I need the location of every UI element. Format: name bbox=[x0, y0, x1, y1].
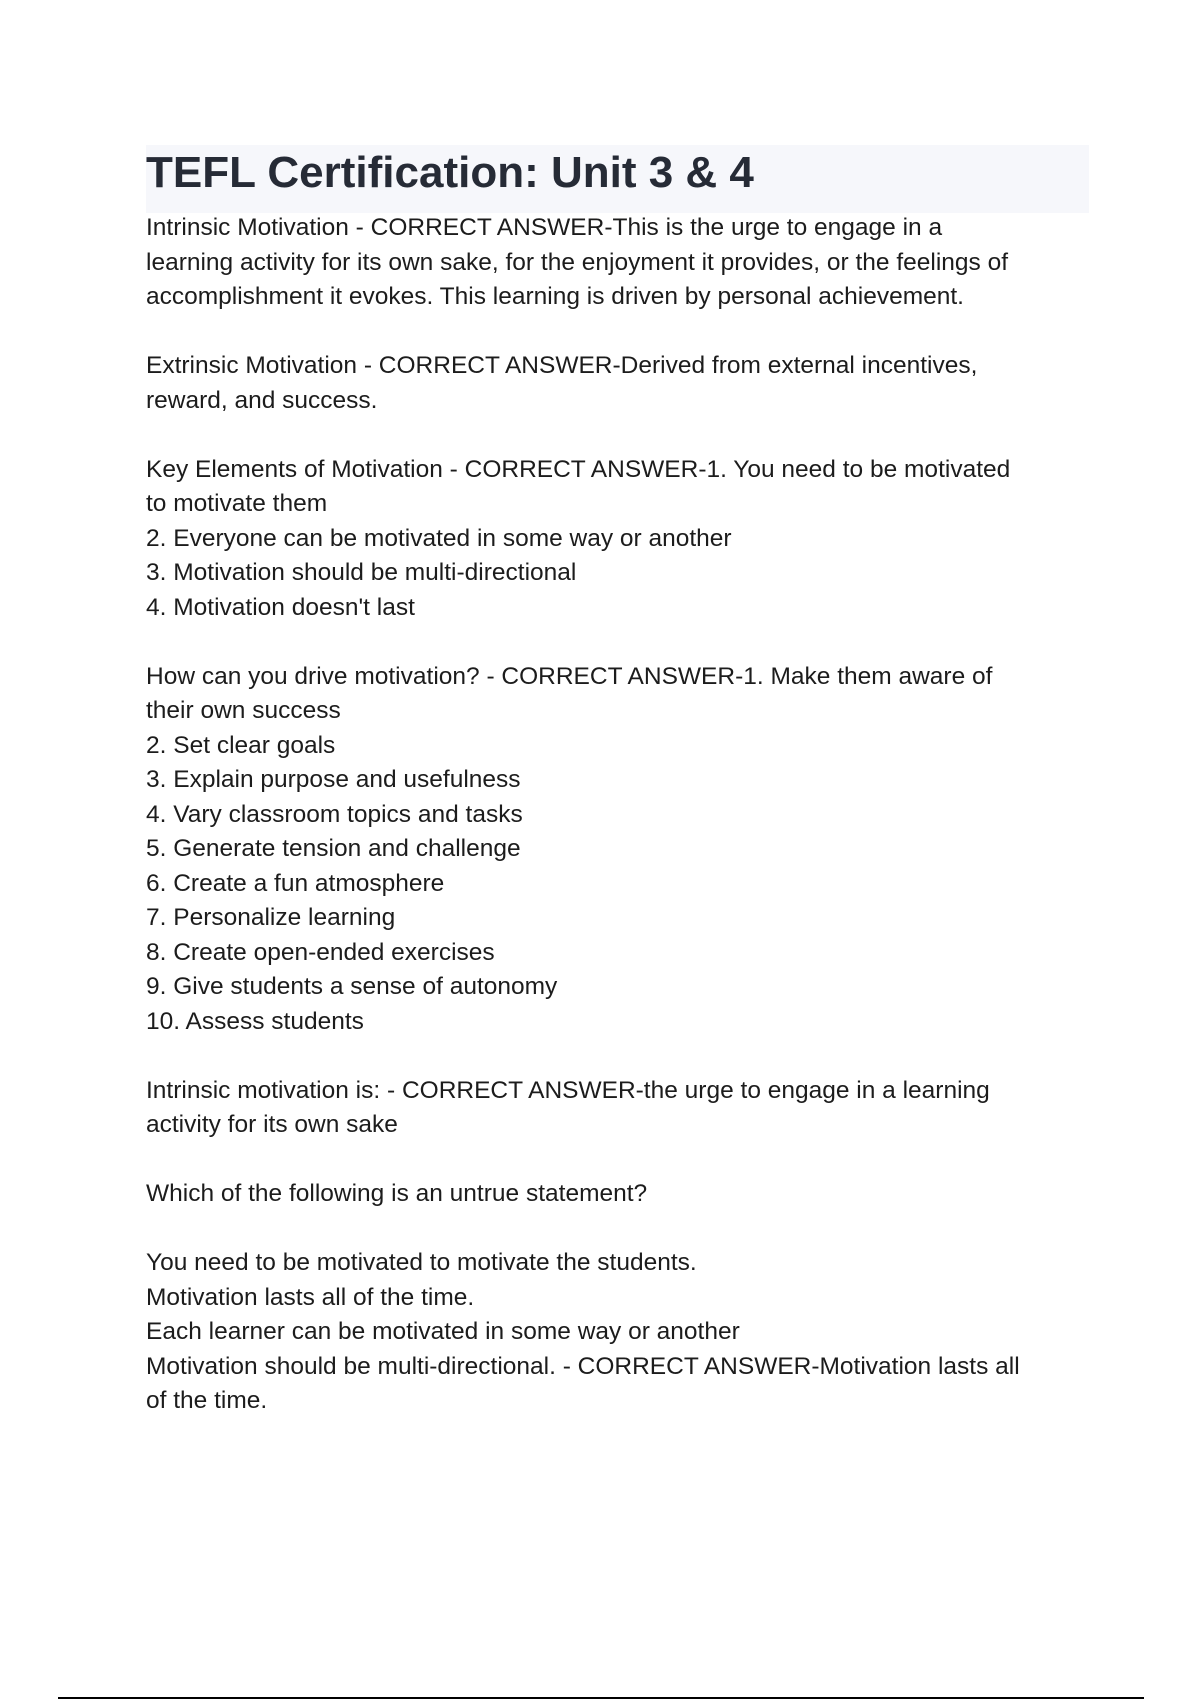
text-line: Extrinsic Motivation - CORRECT ANSWER-Derived from external incentives, bbox=[146, 352, 978, 379]
list-item: 3. Motivation should be multi-directional bbox=[146, 559, 577, 586]
text-line: You need to be motivated to motivate the students. bbox=[146, 1249, 697, 1276]
list-item: 2. Set clear goals bbox=[146, 731, 336, 759]
footer-divider bbox=[58, 1697, 1144, 1699]
paragraph-intrinsic-motivation bbox=[146, 211, 1086, 315]
list-item: 5. Generate tension and challenge bbox=[146, 835, 521, 862]
list-item: 8. Create open-ended exercises bbox=[146, 938, 495, 966]
list-item: 9. Give students a sense of autonomy bbox=[146, 973, 558, 1000]
paragraph-drive-motivation bbox=[146, 660, 1086, 1040]
document-body bbox=[146, 211, 1086, 1453]
list-item: 4. Vary classroom topics and tasks bbox=[146, 800, 523, 828]
text-line: Intrinsic Motivation - CORRECT ANSWER-This is the urge to engage in a bbox=[146, 214, 943, 241]
text-line: Motivation should be multi-directional. - CORRECT ANSWER-Motivation lasts all bbox=[146, 1352, 1020, 1380]
paragraph-extrinsic-motivation bbox=[146, 349, 1086, 418]
list-item: 3. Explain purpose and usefulness bbox=[146, 766, 521, 793]
page-title: TEFL Certification: Unit 3 & 4 bbox=[146, 148, 754, 197]
paragraph-intrinsic-definition bbox=[146, 1074, 1086, 1143]
text-line: reward, and success. bbox=[146, 386, 378, 414]
text-line: their own success bbox=[146, 697, 341, 724]
list-item: 2. Everyone can be motivated in some way or another bbox=[146, 524, 732, 552]
text-line: learning activity for its own sake, for the enjoyment it provides, or the feelings of bbox=[146, 248, 1009, 276]
text-line: of the time. bbox=[146, 1387, 268, 1414]
text-line: to motivate them bbox=[146, 490, 328, 517]
list-item: 7. Personalize learning bbox=[146, 904, 396, 931]
text-line: activity for its own sake bbox=[146, 1111, 398, 1138]
text-line: Motivation lasts all of the time. bbox=[146, 1283, 475, 1311]
paragraph-question bbox=[146, 1177, 1086, 1212]
paragraph-answer-options bbox=[146, 1246, 1086, 1419]
paragraph-key-elements bbox=[146, 453, 1086, 626]
text-line: Which of the following is an untrue statement? bbox=[146, 1180, 648, 1207]
list-item: 10. Assess students bbox=[146, 1007, 364, 1035]
text-line: accomplishment it evokes. This learning is driven by personal achievement. bbox=[146, 283, 964, 310]
list-item: 4. Motivation doesn't last bbox=[146, 593, 415, 621]
text-line: Intrinsic motivation is: - CORRECT ANSWER-the urge to engage in a learning bbox=[146, 1076, 990, 1104]
text-line: Each learner can be motivated in some way or another bbox=[146, 1318, 740, 1345]
text-line: How can you drive motivation? - CORRECT ANSWER-1. Make them aware of bbox=[146, 662, 993, 690]
list-item: 6. Create a fun atmosphere bbox=[146, 869, 445, 897]
text-line: Key Elements of Motivation - CORRECT ANSWER-1. You need to be motivated bbox=[146, 455, 1011, 483]
